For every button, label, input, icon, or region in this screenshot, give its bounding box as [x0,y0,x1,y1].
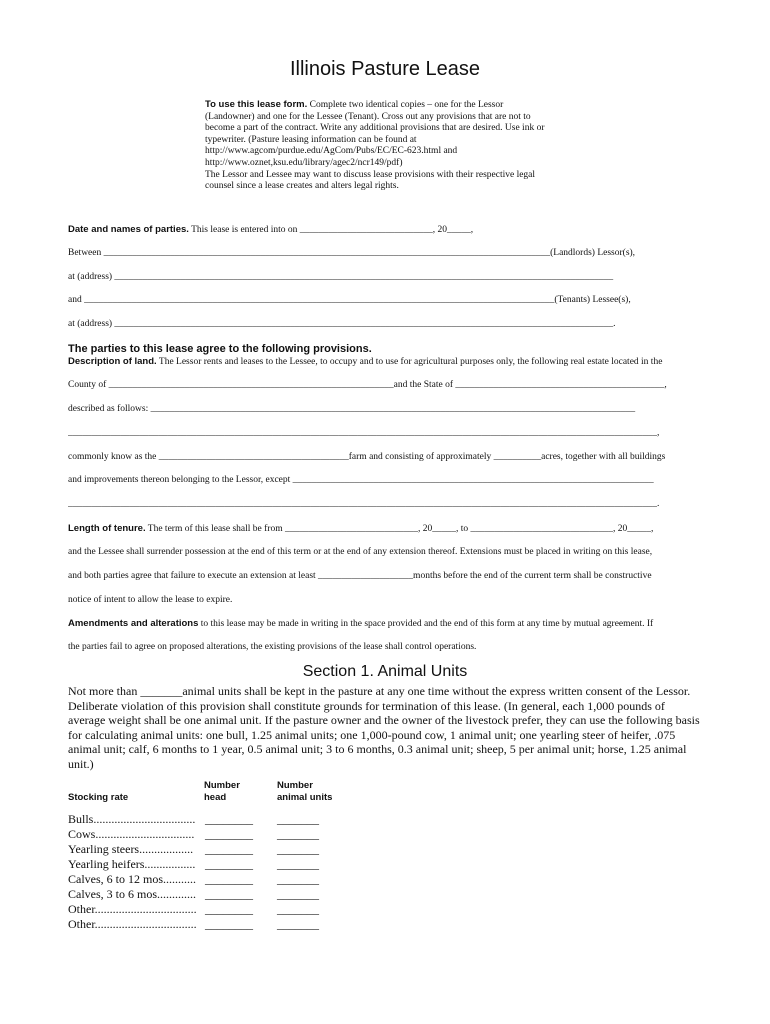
date-line[interactable] [68,224,700,235]
land-description-line [68,356,700,367]
amendments-line-2: the parties fail to agree on proposed alterations, the existing provisions of the lease shall control operations. [68,642,477,652]
lessor-line[interactable]: Between ______________________________________________________________________________________________(Landlords) Lessor(s), [68,248,636,258]
tenure-extension-line[interactable]: and both parties agree that failure to execute an extension at least ____________________months before the end of the current term shall be constructive [68,571,652,581]
stocking-row-head-field[interactable]: ________ [205,842,253,856]
amendments-heading: Amendments and alterations [68,618,199,629]
document-title: Illinois Pasture Lease [289,58,481,80]
amendments-line-text: to this lease may be made in writing in the space provided and the end of this form at any time by mutual agreement. If [198,619,654,629]
farm-name-line[interactable]: commonly know as the ________________________________________farm and consisting of approximately __________acres, together with all buildings [68,452,666,462]
amendments-line [68,618,700,629]
stocking-row-label: Yearling heifers................. [68,857,196,871]
stocking-row-head-field[interactable]: ________ [205,872,253,886]
instructions-text-legal: The Lessor and Lessee may want to discuss lease provisions with their respective legal counsel since a lease creates and alters legal rights. [205,169,536,192]
stocking-row-head-field[interactable]: ________ [205,812,253,826]
stocking-row-units-field[interactable]: _______ [277,902,319,916]
stocking-row-units-field[interactable]: _______ [277,887,319,901]
stocking-row-units-field[interactable]: _______ [277,827,319,841]
section-1-body: Not more than _______animal units shall be kept in the pasture at any one time without the express written consent of the Lessor. Deliberate violation of this provision shall constitute grounds for termination of this lease. (In general, each 1,000 pounds of average weight shall be one animal unit. If the pasture owner and the owner of the livestock prefer, they can use the following basis for calculating animal units: one bull, 1.25 animal units; one 1,000-pound cow, 1 animal unit; one yearling steer of heifer, .075 animal unit; calf, 6 months to 1 year, 0.5 animal unit; 3 to 6 months, 0.3 animal unit; sheep, 5 per animal unit; horse, 1.25 animal unit.) [68,684,700,771]
stocking-row-head-field[interactable]: ________ [205,827,253,841]
tenure-line[interactable] [68,523,700,534]
number-units-header-line2: animal units [277,792,333,803]
tenure-surrender-line: and the Lessee shall surrender possession at the end of this term or at the end of any extension thereof. Extensions must be placed in writing on this lease, [68,547,653,557]
tenure-notice-line: notice of intent to allow the lease to expire. [68,595,233,605]
date-line-text: This lease is entered into on ____________________________, 20_____, [188,225,474,235]
provisions-heading: The parties to this lease agree to the following provisions. [68,343,372,355]
exceptions-line[interactable]: and improvements thereon belonging to the Lessor, except ____________________________________________________________________________ [68,475,654,485]
stocking-row-label: Other.................................. [68,917,197,931]
stocking-row-label: Calves, 3 to 6 mos............. [68,887,196,901]
stocking-row-head-field[interactable]: ________ [205,857,253,871]
stocking-rate-header: Stocking rate [68,792,129,803]
lessee-line[interactable]: and ___________________________________________________________________________________________________(Tenants) Lessee(s), [68,295,631,305]
description-blank-line-2[interactable]: ____________________________________________________________________________________________________________________________. [68,499,660,509]
lessor-address-line[interactable]: at (address) _________________________________________________________________________________________________________ [68,272,614,282]
stocking-row-head-field[interactable]: ________ [205,902,253,916]
described-line[interactable]: described as follows: ______________________________________________________________________________________________________ [68,404,636,414]
number-head-header-line2: head [204,792,227,803]
tenure-line-text: The term of this lease shall be from ____________________________, 20_____, to ______________________________, 20_____, [145,524,654,534]
stocking-row-units-field[interactable]: _______ [277,872,319,886]
land-line-text: The Lessor rents and leases to the Lessee, to occupy and to use for agricultural purposes only, the following real estate located in the [156,357,663,367]
stocking-row-label: Other.................................. [68,902,197,916]
instructions-text: Complete two identical copies – one for the Lessor (Landowner) and one for the Lessee (Tenant). Cross out any provisions that are not to become a part of the contract. Write any additional provisions that are desired. Use ink or typewriter. (Pasture leasing information can be found at http://www.agcom/purdue.edu/AgCom/Pubs/EC/EC-623.html and http://www.oznet,ksu.edu/library/agec2/ncr149/pdf) [205,100,545,168]
number-head-header [204,780,240,804]
stocking-row-units-field[interactable]: _______ [277,842,319,856]
description-blank-line-1[interactable]: ____________________________________________________________________________________________________________________________, [68,428,660,438]
number-units-header-line1: Number [277,780,313,791]
stocking-row-units-field[interactable]: _______ [277,857,319,871]
county-line[interactable]: County of ____________________________________________________________and the State of ____________________________________________, [68,380,667,390]
section-1-title: Section 1. Animal Units [302,663,468,680]
stocking-row-units-field[interactable]: _______ [277,917,319,931]
stocking-row-label: Calves, 6 to 12 mos........... [68,872,196,886]
lessee-address-line[interactable]: at (address) _________________________________________________________________________________________________________. [68,319,616,329]
stocking-row-head-field[interactable]: ________ [205,887,253,901]
land-heading: Description of land. [68,356,157,367]
stocking-row-label: Bulls.................................. [68,812,196,826]
parties-heading: Date and names of parties. [68,224,189,235]
instructions-block [205,99,555,193]
number-units-header [277,780,332,804]
instructions-heading: To use this lease form. [205,99,308,110]
stocking-row-head-field[interactable]: ________ [205,917,253,931]
number-head-header-line1: Number [204,780,240,791]
stocking-row-label: Cows................................. [68,827,195,841]
tenure-heading: Length of tenure. [68,523,146,534]
stocking-row-units-field[interactable]: _______ [277,812,319,826]
stocking-row-label: Yearling steers.................. [68,842,194,856]
